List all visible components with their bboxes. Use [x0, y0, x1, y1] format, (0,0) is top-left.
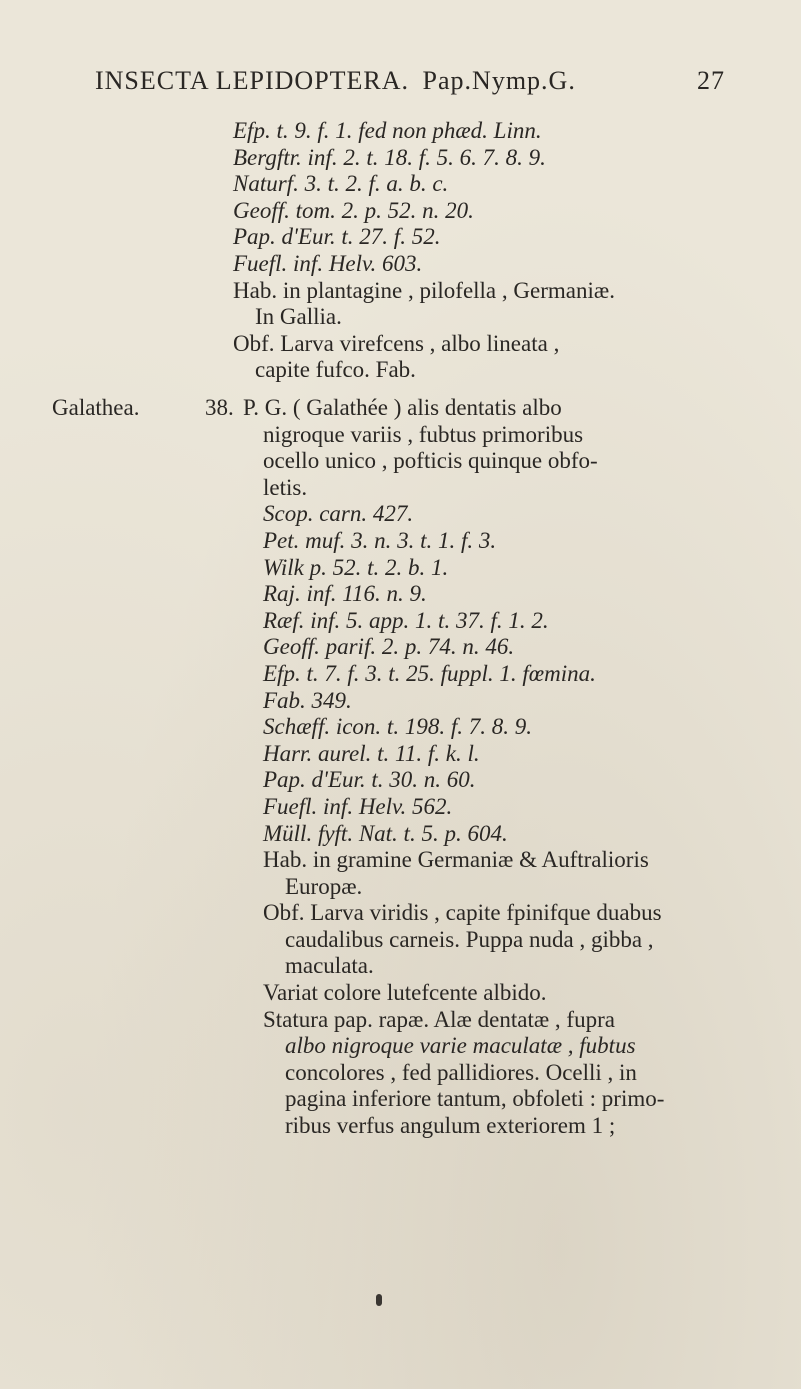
ref-line: Müll. fyft. Nat. t. 5. p. 604. [263, 820, 508, 846]
diagnosis-line: ocello unico , pofticis quinque obfo- [263, 448, 598, 474]
ref-line: Raj. inf. 116. n. 9. [263, 581, 427, 607]
observation-line: capite fufco. Fab. [255, 357, 416, 383]
ref-line: Fuefl. inf. Helv. 603. [233, 250, 423, 276]
ref-line: Efp. t. 7. f. 3. t. 25. fuppl. 1. fœmina. [263, 660, 596, 686]
entry-number: 38. [205, 395, 234, 420]
ref-line: Geoff. parif. 2. p. 74. n. 46. [263, 634, 515, 660]
observation-line: Obf. Larva virefcens , albo lineata , [233, 330, 560, 356]
ref-line: Bergftr. inf. 2. t. 18. f. 5. 6. 7. 8. 9. [233, 144, 546, 170]
ref-line: Pap. d'Eur. t. 30. n. 60. [263, 767, 476, 793]
page-number: 27 [697, 66, 725, 95]
ref-line: Fuefl. inf. Helv. 562. [263, 793, 453, 819]
habitat-line: Hab. in gramine Germaniæ & Auftralioris [263, 847, 649, 873]
description-line: albo nigroque varie maculatæ , fubtus [285, 1033, 636, 1059]
ref-line: Scop. carn. 427. [263, 501, 414, 527]
header-title: INSECTA LEPIDOPTERA. [95, 66, 410, 95]
variation-line: Variat colore lutefcente albido. [263, 980, 547, 1006]
ref-line: Naturf. 3. t. 2. f. a. b. c. [233, 171, 449, 197]
ref-line: Geoff. tom. 2. p. 52. n. 20. [233, 197, 474, 223]
ref-line: Schæff. icon. t. 198. f. 7. 8. 9. [263, 714, 532, 740]
description-line: ribus verfus angulum exteriorem 1 ; [285, 1113, 616, 1139]
species-entry [233, 395, 793, 1140]
ref-line: Efp. t. 9. f. 1. fed non phæd. Linn. [233, 118, 542, 143]
ink-speck [376, 1294, 382, 1306]
habitat-line: Hab. in plantagine , pilofella , Germaniæ. [233, 277, 615, 303]
observation-line: maculata. [285, 953, 374, 979]
habitat-line: In Gallia. [255, 304, 342, 330]
ref-line: Pet. muf. 3. n. 3. t. 1. f. 3. [263, 527, 497, 553]
diagnosis-line: P. G. ( Galathée ) alis dentatis albo [243, 395, 562, 420]
diagnosis-line: letis. [263, 474, 308, 500]
diagnosis-line: nigroque variis , fubtus primoribus [263, 421, 584, 447]
description-line: Statura pap. rapæ. Alæ dentatæ , fupra [263, 1006, 615, 1032]
ref-line: Fab. 349. [263, 687, 352, 713]
section-continued [233, 118, 773, 384]
ref-line: Wilk p. 52. t. 2. b. 1. [263, 554, 449, 580]
running-header [95, 66, 735, 106]
habitat-line: Europæ. [285, 873, 363, 899]
ref-line: Harr. aurel. t. 11. f. k. l. [263, 740, 480, 766]
ref-line: Pap. d'Eur. t. 27. f. 52. [233, 224, 441, 250]
margin-species-name: Galathea. [52, 395, 140, 420]
header-subtitle: Pap.Nymp.G. [422, 66, 576, 95]
observation-line: caudalibus carneis. Puppa nuda , gibba , [285, 926, 654, 952]
description-line: concolores , fed pallidiores. Ocelli , in [285, 1059, 637, 1085]
description-line: pagina inferiore tantum, obfoleti : primo- [285, 1086, 665, 1112]
ref-line: Ræf. inf. 5. app. 1. t. 37. f. 1. 2. [263, 607, 549, 633]
observation-line: Obf. Larva viridis , capite fpinifque duabus [263, 900, 662, 926]
